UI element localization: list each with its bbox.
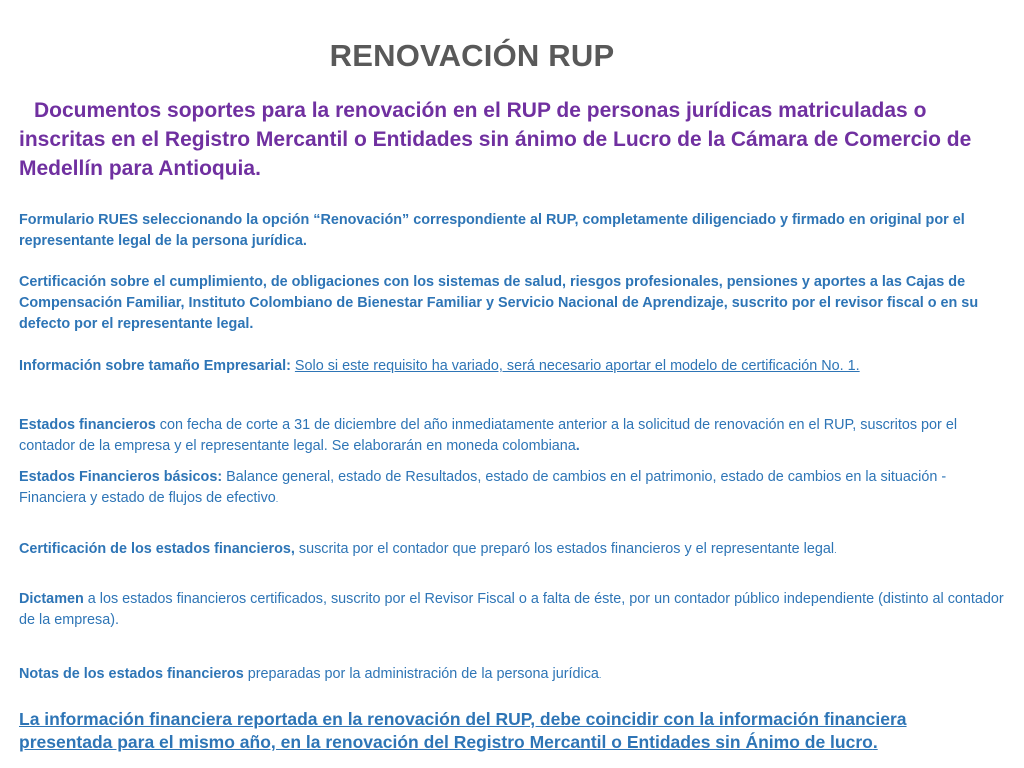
item-estados-text: con fecha de corte a 31 de diciembre del año inmediatamente anterior a la solicitud de renovación en el RUP, suscritos por el contador de la empresa y el representante legal. Se elaborarán en moneda colombiana	[19, 417, 958, 454]
final-note-end: .	[872, 732, 878, 752]
item-certif-estados-end: .	[834, 545, 837, 555]
item-basicos-label: Estados Financieros básicos:	[19, 469, 223, 485]
item-dictamen-text: a los estados financieros certificados, suscrito por el Revisor Fiscal o a falta de éste, por un contador público independiente (distinto al contador de la empresa).	[19, 591, 1004, 628]
subtitle: Documentos soportes para la renovación en el RUP de personas jurídicas matriculadas o inscritas en el Registro Mercantil o Entidades sin ánimo de Lucro de la Cámara de Comercio de Medellín para Antioquia.	[19, 99, 972, 180]
item-certif-estados-label: Certificación de los estados financieros,	[19, 541, 295, 557]
item-basicos-end: .	[275, 494, 279, 504]
item-basicos-text: Balance general, estado de Resultados, estado de cambios en el patrimonio, estado de cambios en la situación - Financiera y estado de flujos de efectivo	[19, 469, 947, 506]
item-formulario-text: Formulario RUES seleccionando la opción “Renovación” correspondiente al RUP, completamente diligenciado y firmado en original por el representante legal de la persona jurídica.	[19, 212, 965, 249]
item-certificacion	[19, 272, 1011, 335]
item-basicos	[19, 467, 1011, 510]
page-title: RENOVACIÓN RUP	[329, 38, 615, 73]
item-dictamen	[19, 589, 1011, 631]
item-estados	[19, 415, 1011, 457]
final-note	[19, 708, 979, 754]
item-notas-end: .	[598, 670, 602, 680]
item-notas	[19, 664, 1011, 686]
item-tamano-label: Información sobre tamaño Empresarial:	[19, 358, 291, 374]
item-dictamen-label: Dictamen	[19, 591, 84, 607]
item-tamano	[19, 356, 1011, 377]
item-formulario	[19, 210, 1011, 252]
item-certificacion-text: Certificación sobre el cumplimiento, de obligaciones con los sistemas de salud, riesgos profesionales, pensiones y aportes a las Cajas de Compensación Familiar, Instituto Colombiano de Bienestar Familiar y Servicio Nacional de Aprendizaje, suscrito por el revisor fiscal o en su defecto por el representante legal.	[19, 274, 979, 332]
item-estados-end: .	[575, 438, 580, 454]
item-estados-label: Estados financieros	[19, 417, 156, 433]
item-certif-estados-text: suscrita por el contador que preparó los estados financieros y el representante legal	[294, 541, 835, 557]
final-note-text: La información financiera reportada en la renovación del RUP, debe coincidir con la información financiera presentada para el mismo año, en la renovación del Registro Mercantil o Entidades sin Ánimo de lucro	[19, 709, 907, 752]
item-notas-text: preparadas por la administración de la persona jurídica	[243, 666, 599, 682]
item-tamano-link[interactable]: Solo si este requisito ha variado, será necesario aportar el modelo de certificación No. 1.	[294, 358, 860, 374]
item-certif-estados	[19, 539, 1011, 561]
item-notas-label: Notas de los estados financieros	[19, 666, 244, 682]
